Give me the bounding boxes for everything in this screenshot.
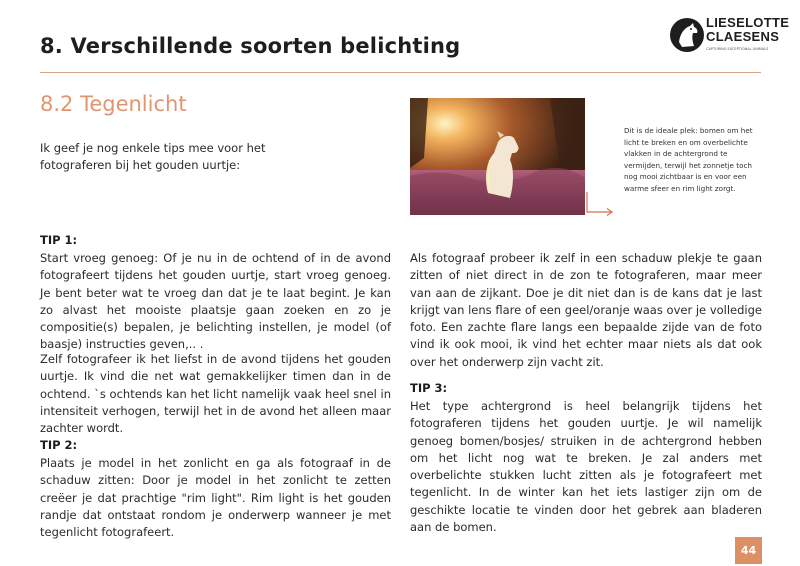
tip1-paragraph-1: Start vroeg genoeg: Of je nu in de ochtend of in de avond fotografeert tijdens het gouden uurtje, start vroeg genoeg. Je bent beter wat te vroeg dan dat je te laat begint. Je kan zo alvast het mooiste plaatsje gaan zoeken en zo je compositie(s) bepalen, je belichting instellen, je model (of baasje) instructies geven,.. . — [40, 251, 391, 352]
tip3-heading: TIP 3: — [410, 381, 448, 395]
header-divider — [40, 72, 761, 73]
photo-caption: Dit is de ideale plek: bomen om het licht te breken en om overbelichte vlakken in de achtergrond te vermijden, terwijl het zonnetje toch nog mooi zichtbaar is en voor een warme sfeer en rim light zorgt. — [624, 126, 753, 193]
logo-line1: LIESELOTTE — [706, 15, 790, 30]
tip2-paragraph-1: Plaats je model in het zonlicht en ga als fotograaf in de schaduw zitten: Door je model in het zonlicht te zetten creëer je dat prachtige "rim light". Rim light is het gouden randje dat ontstaat rondom je onderwerp wanneer je met tegenlicht fotografeert. — [40, 456, 391, 540]
dog-silhouette-icon — [670, 16, 704, 54]
chapter-title: 8. Verschillende soorten belichting — [40, 34, 461, 58]
section-title: 8.2 Tegenlicht — [40, 92, 187, 116]
page-number-badge: 44 — [735, 537, 762, 564]
tip1-paragraph-2: Zelf fotografeer ik het liefst in de avond tijdens het gouden uurtje. Ik vind die net wat gemakkelijker timen dan in de ochtend. `s ochtends kan het licht namelijk vaak heel snel in intensiteit verhogen, terwijl het in de avond het alleen maar zachter wordt. — [40, 352, 391, 436]
brand-logo — [670, 15, 790, 56]
tip3-paragraph-1: Het type achtergrond is heel belangrijk tijdens het fotograferen tijdens het gouden uurtje. Je wil namelijk genoeg bomen/bosjes/ struiken in de achtergrond hebben om het licht nog wat te breken. Je zal anders met overbelichte stukken lucht zitten als je fotografeert met tegenlicht. In de winter kan het iets lastiger zijn om de geschikte locatie te vinden door het gebrek aan bladeren aan de bomen. — [410, 399, 762, 535]
logo-wordmark — [706, 16, 789, 44]
logo-tagline: CAPTURING EXCEPTIONAL ANIMALS — [706, 47, 769, 51]
tip2-continuation: Als fotograaf probeer ik zelf in een schaduw plekje te gaan zitten of niet direct in de zon te fotograferen, maar meer van aan de zijkant. Doe je dit niet dan is de kans dat je last krijgt van lens flare of een geel/oranje waas over je volledige foto. Een zachte flare langs een bepaalde zijde van de foto vind ik ook mooi, ik vind het echter maar niets als dat ook over het onderwerp zijn vacht zit. — [410, 251, 762, 369]
tip2-heading: TIP 2: — [40, 438, 78, 452]
logo-line2: CLAESENS — [706, 29, 780, 44]
golden-hour-dog-photo — [410, 98, 585, 215]
tip1-heading: TIP 1: — [40, 233, 78, 247]
caption-pointer-arrow — [585, 192, 615, 217]
intro-text: Ik geef je nog enkele tips mee voor het fotograferen bij het gouden uurtje: — [40, 141, 266, 172]
